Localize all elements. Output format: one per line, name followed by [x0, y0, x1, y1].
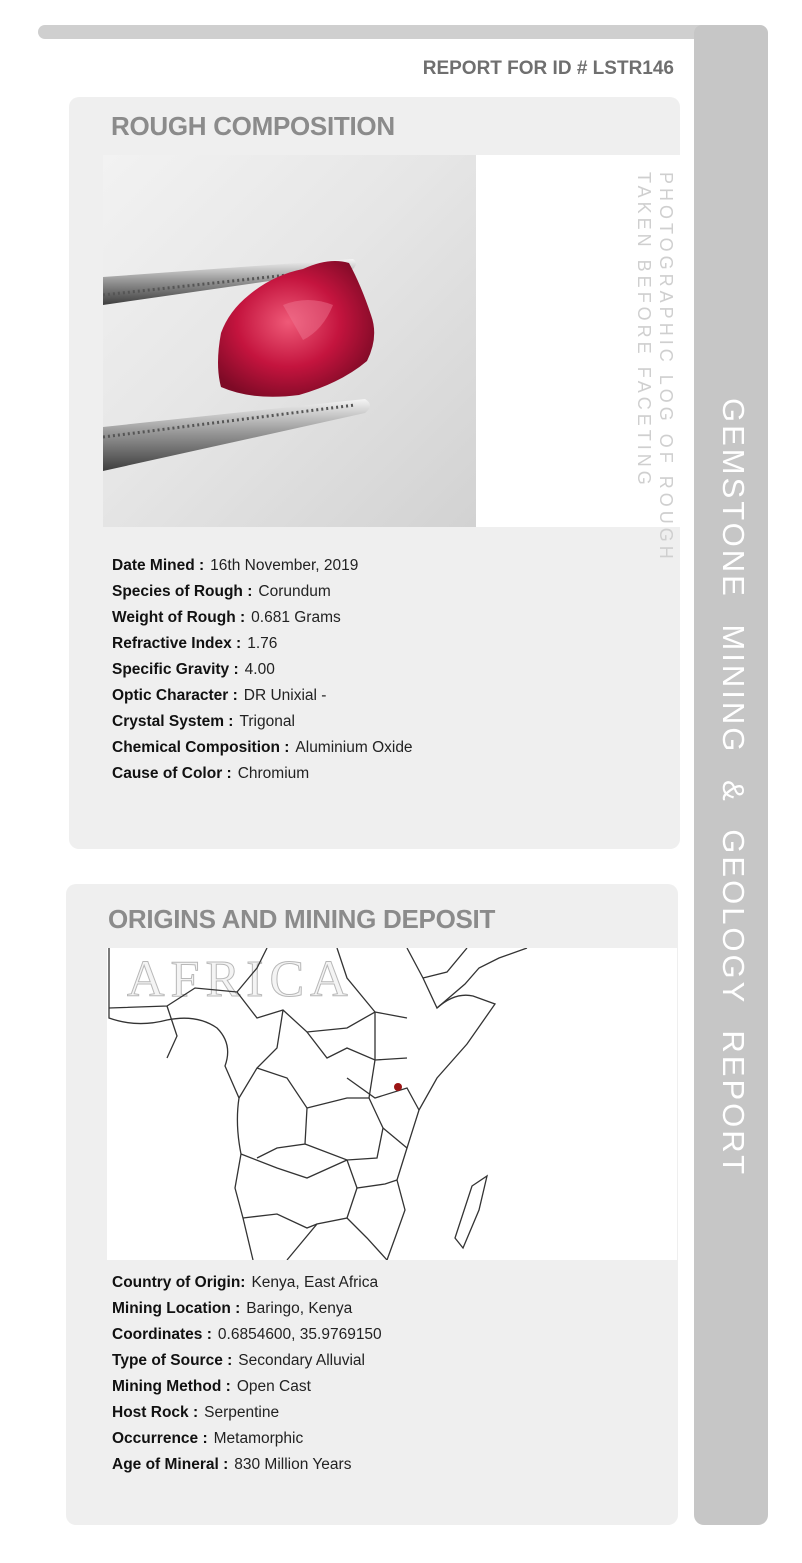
- detail-refractive-index: [112, 631, 413, 657]
- detail-value: Trigonal: [239, 713, 295, 730]
- detail-label: Mining Method :: [112, 1378, 231, 1395]
- detail-label: Date Mined :: [112, 557, 205, 574]
- origin-map: [107, 948, 677, 1260]
- detail-chemical-composition: [112, 735, 413, 761]
- detail-value: Open Cast: [236, 1378, 311, 1395]
- detail-value: 4.00: [244, 661, 275, 678]
- detail-coordinates: [112, 1322, 382, 1348]
- detail-value: 0.6854600, 35.9769150: [217, 1326, 382, 1343]
- detail-label: Weight of Rough :: [112, 609, 246, 626]
- detail-label: Occurrence :: [112, 1430, 208, 1447]
- photo-caption-line2: TAKEN BEFORE FACETING: [634, 172, 654, 489]
- detail-label: Chemical Composition :: [112, 739, 290, 756]
- photo-caption-line1: PHOTOGRAPHIC LOG OF ROUGH: [656, 172, 676, 563]
- origins-section-title: ORIGINS AND MINING DEPOSIT: [108, 904, 496, 934]
- map-region-label: AFRICA: [127, 951, 354, 1008]
- africa-map: [107, 948, 677, 1260]
- detail-age-of-mineral: [112, 1452, 382, 1478]
- detail-host-rock: [112, 1400, 382, 1426]
- detail-species: [112, 579, 413, 605]
- side-report-title: GEMSTONE MINING & GEOLOGY REPORT: [716, 398, 751, 1178]
- detail-value: Corundum: [258, 583, 331, 600]
- rough-details-list: [112, 553, 413, 787]
- top-divider-bar: [38, 25, 728, 39]
- detail-value: Aluminium Oxide: [295, 739, 413, 756]
- detail-date-mined: [112, 553, 413, 579]
- detail-label: Country of Origin:: [112, 1274, 246, 1291]
- detail-label: Species of Rough :: [112, 583, 253, 600]
- detail-value: DR Unixial -: [243, 687, 327, 704]
- tweezer-lower: [103, 399, 370, 471]
- mining-location-marker: [394, 1083, 402, 1091]
- detail-cause-of-color: [112, 761, 413, 787]
- detail-value: Serpentine: [204, 1404, 280, 1421]
- detail-label: Specific Gravity :: [112, 661, 239, 678]
- detail-value: 830 Million Years: [234, 1456, 352, 1473]
- detail-mining-location: [112, 1296, 382, 1322]
- detail-label: Optic Character :: [112, 687, 238, 704]
- detail-weight: [112, 605, 413, 631]
- detail-label: Type of Source :: [112, 1352, 233, 1369]
- detail-specific-gravity: [112, 657, 413, 683]
- detail-value: 16th November, 2019: [210, 557, 359, 574]
- detail-label: Cause of Color :: [112, 765, 232, 782]
- detail-value: Baringo, Kenya: [246, 1300, 353, 1317]
- detail-label: Crystal System :: [112, 713, 234, 730]
- detail-value: Secondary Alluvial: [238, 1352, 365, 1369]
- detail-crystal-system: [112, 709, 413, 735]
- detail-country-of-origin: [112, 1270, 382, 1296]
- detail-value: Metamorphic: [213, 1430, 304, 1447]
- rough-section-title: ROUGH COMPOSITION: [111, 111, 395, 141]
- detail-type-of-source: [112, 1348, 382, 1374]
- detail-value: Kenya, East Africa: [251, 1274, 379, 1291]
- detail-label: Mining Location :: [112, 1300, 241, 1317]
- detail-mining-method: [112, 1374, 382, 1400]
- detail-label: Host Rock :: [112, 1404, 199, 1421]
- rough-photo-image: [103, 155, 476, 527]
- detail-value: Chromium: [237, 765, 310, 782]
- detail-occurrence: [112, 1426, 382, 1452]
- photo-caption: [633, 172, 677, 563]
- detail-label: Refractive Index :: [112, 635, 242, 652]
- origins-details-list: [112, 1270, 382, 1478]
- detail-label: Coordinates :: [112, 1326, 212, 1343]
- detail-value: 1.76: [247, 635, 278, 652]
- detail-value: 0.681 Grams: [251, 609, 341, 626]
- detail-optic-character: [112, 683, 413, 709]
- rough-photo: [103, 155, 476, 527]
- detail-label: Age of Mineral :: [112, 1456, 229, 1473]
- report-id: REPORT FOR ID # LSTR146: [422, 58, 674, 79]
